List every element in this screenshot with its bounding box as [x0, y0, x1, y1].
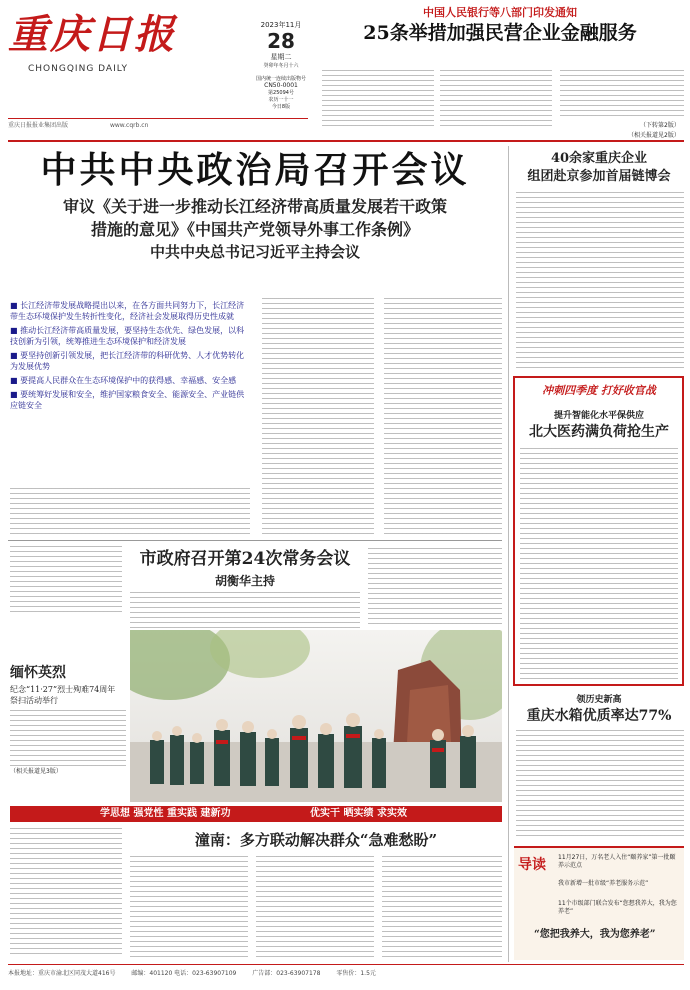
top-right-body-1 — [322, 70, 434, 126]
footer-left: 本报地址：重庆市渝北区同茂大道416号 — [8, 970, 116, 977]
right-column-divider — [508, 146, 509, 962]
photo-caption-sub2: 祭扫活动举行 — [10, 696, 58, 705]
box-headline: 北大医药满负荷抢生产 — [529, 424, 669, 440]
lead-sub-1: 审议《关于进一步推动长江经济带高质量发展若干政策 — [62, 197, 447, 216]
lead-sub-3: 中共中央总书记习近平主持会议 — [149, 243, 360, 261]
photo-caption-sub1: 纪念“11·27”烈士殉难74周年 — [10, 685, 116, 694]
tongnan-headline: 潼南：多方联动解决群众“急难愁盼” — [194, 831, 438, 849]
photo-caption-credit: （相关报道见3版） — [10, 768, 62, 775]
photo-caption-block — [10, 662, 126, 775]
issue-meta-2: 第25094号 — [268, 90, 294, 96]
box-kicker: 冲刺四季度 打好收官战 — [542, 384, 656, 397]
lead-sub-2: 措施的意见》《中国共产党领导外事工作条例》 — [90, 220, 419, 239]
water-headline: 重庆水箱优质率达77% — [526, 708, 672, 724]
masthead-rule — [8, 118, 308, 119]
expo-headline: 40余家重庆企业 组团赴京参加首届链博会 — [527, 151, 671, 184]
lead-rule — [8, 540, 502, 541]
top-right-body-3 — [560, 70, 684, 118]
footer — [8, 968, 684, 977]
expo-body — [516, 192, 684, 368]
news-photo — [130, 630, 502, 802]
municipal-right-body — [368, 548, 502, 628]
strip-text: 重庆日报报业集团出版 — [8, 122, 69, 129]
lead-body-3 — [384, 298, 502, 534]
photo-caption-title: 缅怀英烈 — [10, 665, 66, 681]
banner-left: 学思想 强党性 重实践 建新功 — [100, 808, 231, 819]
issue-info-block — [252, 20, 310, 110]
water-body — [516, 730, 684, 840]
photo-caption-body — [10, 710, 126, 766]
logo-text: 重庆日报 — [8, 11, 176, 58]
issue-year: 2023年11月 — [260, 21, 302, 29]
footer-right: 广告部：023-63907178 — [252, 970, 321, 977]
tongnan-body-2 — [256, 856, 374, 958]
water-kicker: 领历史新高 — [576, 695, 622, 705]
bullet-item: ■ 要统筹好发展和安全，维护国家粮食安全、能源安全、产业链供应链安全 — [10, 390, 245, 410]
guide-item[interactable]: 我市新增一批市级“养老服务示范” — [558, 880, 649, 887]
issue-lunar: 癸卯年冬月十六 — [263, 63, 299, 69]
municipal-sub: 胡衡华主持 — [214, 574, 275, 588]
tongnan-body-1 — [130, 856, 248, 958]
lead-bullets — [10, 300, 250, 411]
campaign-banner — [10, 806, 502, 822]
box-sub: 提升智能化水平保供应 — [553, 411, 644, 421]
bullet-item: ■ 推动长江经济带高质量发展，要坚持生态优先、绿色发展，以科技创新为引领，统筹推进生态环境保护和经济发展 — [10, 326, 245, 346]
municipal-headline: 市政府召开第24次常务会议 — [139, 549, 351, 569]
issue-meta-3: 农历一十一 — [268, 97, 294, 103]
guide-label: 导读 — [518, 857, 546, 873]
bullet-item: ■ 要提高人民群众在生态环境保护中的获得感、幸福感、安全感 — [10, 376, 237, 385]
top-right-body-2 — [440, 70, 552, 126]
bullet-item: ■ 要坚持创新引领发展，把长江经济带的科研优势、人才优势转化为发展优势 — [10, 351, 245, 371]
box-body — [520, 448, 678, 680]
issue-meta-1: CN50-0001 — [264, 82, 298, 89]
top-right-jump: （下转第2版） — [640, 122, 680, 129]
lead-headline: 中共中央政治局召开会议 — [40, 149, 470, 191]
footer-rule — [8, 964, 684, 965]
bullet-item: ■ 长江经济带发展战略提出以来，在各方面共同努力下，长江经济带生态环境保护发生转折性变化，经济社会发展取得历史性成就 — [10, 301, 245, 321]
guide-box — [514, 846, 684, 960]
issue-day: 28 — [267, 29, 295, 53]
lead-body-2 — [262, 298, 374, 534]
logo-pinyin: CHONGQING DAILY — [28, 64, 129, 74]
municipal-body — [130, 592, 360, 628]
footer-middle: 邮编：401120 电话：023-63907109 — [131, 970, 237, 977]
masthead-logo — [8, 6, 178, 86]
municipal-left-body — [10, 546, 122, 612]
guide-item[interactable]: “您把我养大，我为您养老” — [534, 929, 656, 940]
footer-price: 零售价：1.5元 — [336, 970, 376, 977]
guide-item[interactable]: 11个市级部门联合发布“您想我养大，我为您养老” — [558, 900, 677, 915]
issue-meta-4: 今日8版 — [271, 104, 291, 110]
guide-item[interactable]: 11月27日，万名老人入住“颐养家”第一批颐养示范点 — [558, 854, 676, 869]
top-right-headline: 25条举措加强民营企业金融服务 — [363, 22, 637, 44]
bottom-left-body — [10, 828, 122, 958]
top-right-related: （相关报道见2版） — [628, 132, 680, 139]
banner-right: 优实干 晒实绩 求实效 — [310, 808, 407, 819]
tongnan-body-3 — [382, 856, 502, 958]
masthead-strip — [8, 120, 308, 129]
top-right-story — [318, 4, 682, 46]
strip-url: www.cqrb.cn — [109, 122, 149, 129]
issue-meta-0: 国内统一连续出版物号 — [255, 76, 306, 82]
top-rule — [8, 140, 684, 142]
lead-body-1 — [10, 488, 250, 534]
issue-weekday: 星期二 — [270, 53, 292, 61]
top-right-kicker: 中国人民银行等八部门印发通知 — [423, 6, 577, 19]
